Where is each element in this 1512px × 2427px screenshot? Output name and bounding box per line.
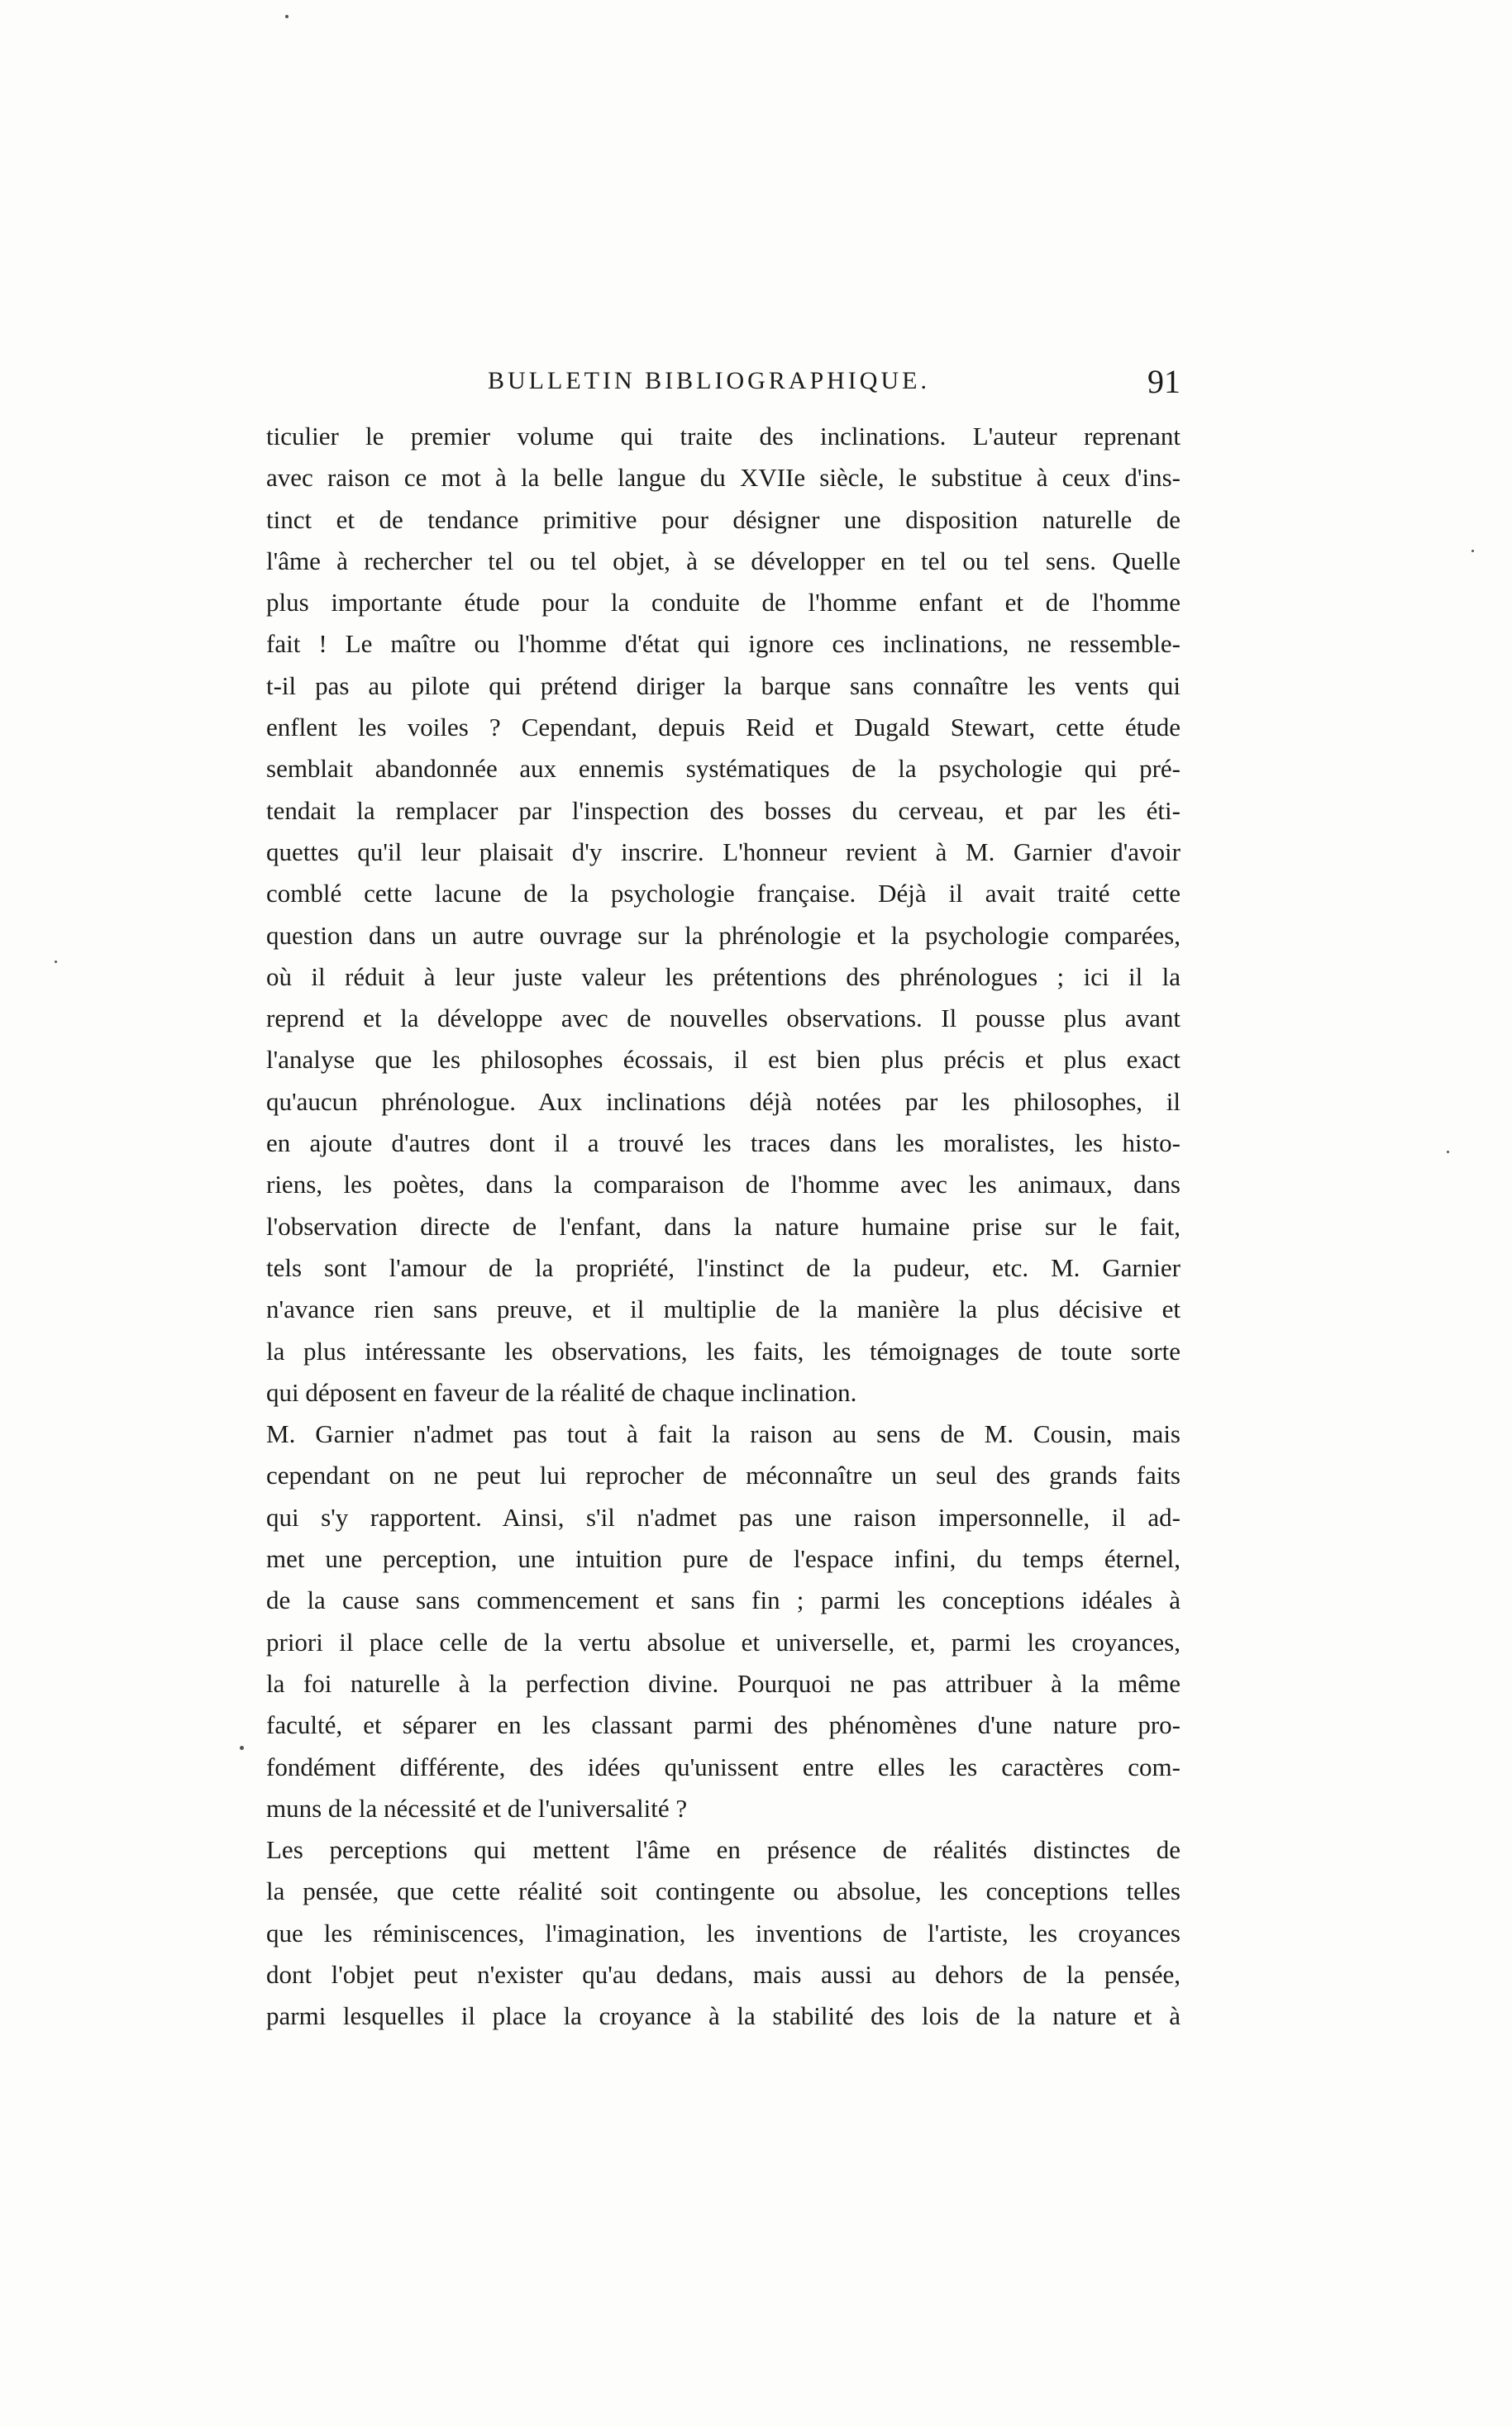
scan-speck xyxy=(240,1746,244,1750)
text-line: l'âme à rechercher tel ou tel objet, à se développer en tel ou tel sens. Quelle xyxy=(266,546,1181,575)
body-text xyxy=(266,416,1181,2038)
text-line: enflent les voiles ? Cependant, depuis Reid et Dugald Stewart, cette étude xyxy=(266,713,1181,742)
text-line: met une perception, une intuition pure de l'espace infini, du temps éternel, xyxy=(266,1544,1181,1574)
page-header xyxy=(266,362,1181,412)
text-line: fondément différente, des idées qu'unissent entre elles les caractères com- xyxy=(266,1752,1181,1781)
text-line: en ajoute d'autres dont il a trouvé les traces dans les moralistes, les histo- xyxy=(266,1128,1181,1158)
paragraph-start-line: Les perceptions qui mettent l'âme en présence de réalités distinctes de xyxy=(266,1835,1181,1865)
text-line: que les réminiscences, l'imagination, les inventions de l'artiste, les croyances xyxy=(266,1918,1181,1948)
text-line: semblait abandonnée aux ennemis systématiques de la psychologie qui pré- xyxy=(266,754,1181,784)
text-line: où il réduit à leur juste valeur les prétentions des phrénologues ; ici il la xyxy=(266,961,1181,991)
text-line: comblé cette lacune de la psychologie française. Déjà il avait traité cette xyxy=(266,879,1181,908)
text-line: tels sont l'amour de la propriété, l'instinct de la pudeur, etc. M. Garnier xyxy=(266,1252,1181,1282)
paragraph-end-line: muns de la nécessité et de l'universalité ? xyxy=(266,1793,688,1823)
scan-speck xyxy=(1447,1151,1449,1153)
text-line: ticulier le premier volume qui traite des inclinations. L'auteur reprenant xyxy=(266,422,1181,451)
text-line: la plus intéressante les observations, les faits, les témoignages de toute sorte xyxy=(266,1336,1181,1366)
text-line: parmi lesquelles il place la croyance à la stabilité des lois de la nature et à xyxy=(266,2001,1181,2031)
text-line: plus importante étude pour la conduite de l'homme enfant et de l'homme xyxy=(266,588,1181,617)
text-line: t-il pas au pilote qui prétend diriger la barque sans connaître les vents qui xyxy=(266,670,1181,700)
paragraph-end-line: qui déposent en faveur de la réalité de chaque inclination. xyxy=(266,1377,857,1407)
text-line: cependant on ne peut lui reprocher de méconnaître un seul des grands faits xyxy=(266,1461,1181,1490)
page-number: 91 xyxy=(1147,363,1181,400)
scan-speck xyxy=(285,15,289,18)
text-line: reprend et la développe avec de nouvelles observations. Il pousse plus avant xyxy=(266,1004,1181,1033)
text-line: faculté, et séparer en les classant parmi des phénomènes d'une nature pro- xyxy=(266,1710,1181,1740)
text-line: question dans un autre ouvrage sur la phrénologie et la psychologie comparées, xyxy=(266,920,1181,950)
scan-speck xyxy=(1471,550,1474,552)
text-line: dont l'objet peut n'exister qu'au dedans, mais aussi au dehors de la pensée, xyxy=(266,1959,1181,1989)
text-line: riens, les poètes, dans la comparaison de l'homme avec les animaux, dans xyxy=(266,1170,1181,1199)
text-line: la foi naturelle à la perfection divine. Pourquoi ne pas attribuer à la même xyxy=(266,1668,1181,1698)
text-line: de la cause sans commencement et sans fin ; parmi les conceptions idéales à xyxy=(266,1585,1181,1615)
running-title: BULLETIN BIBLIOGRAPHIQUE. xyxy=(488,367,930,394)
text-line: priori il place celle de la vertu absolue et universelle, et, parmi les croyances, xyxy=(266,1627,1181,1657)
text-line: qu'aucun phrénologue. Aux inclinations déjà notées par les philosophes, il xyxy=(266,1086,1181,1116)
text-line: l'observation directe de l'enfant, dans la nature humaine prise sur le fait, xyxy=(266,1211,1181,1241)
scan-speck xyxy=(55,961,57,963)
text-line: quettes qu'il leur plaisait d'y inscrire. L'honneur revient à M. Garnier d'avoir xyxy=(266,837,1181,866)
text-line: n'avance rien sans preuve, et il multiplie de la manière la plus décisive et xyxy=(266,1295,1181,1324)
text-line: qui s'y rapportent. Ainsi, s'il n'admet pas une raison impersonnelle, il ad- xyxy=(266,1502,1181,1532)
text-line: la pensée, que cette réalité soit contingente ou absolue, les conceptions telles xyxy=(266,1876,1181,1906)
paragraph-start-line: M. Garnier n'admet pas tout à fait la raison au sens de M. Cousin, mais xyxy=(266,1419,1181,1449)
text-line: avec raison ce mot à la belle langue du XVIIe siècle, le substitue à ceux d'ins- xyxy=(266,463,1181,493)
text-line: fait ! Le maître ou l'homme d'état qui ignore ces inclinations, ne ressemble- xyxy=(266,629,1181,659)
text-line: l'analyse que les philosophes écossais, il est bien plus précis et plus exact xyxy=(266,1045,1181,1075)
text-line: tendait la remplacer par l'inspection des bosses du cerveau, et par les éti- xyxy=(266,795,1181,825)
text-line: tinct et de tendance primitive pour désigner une disposition naturelle de xyxy=(266,504,1181,534)
